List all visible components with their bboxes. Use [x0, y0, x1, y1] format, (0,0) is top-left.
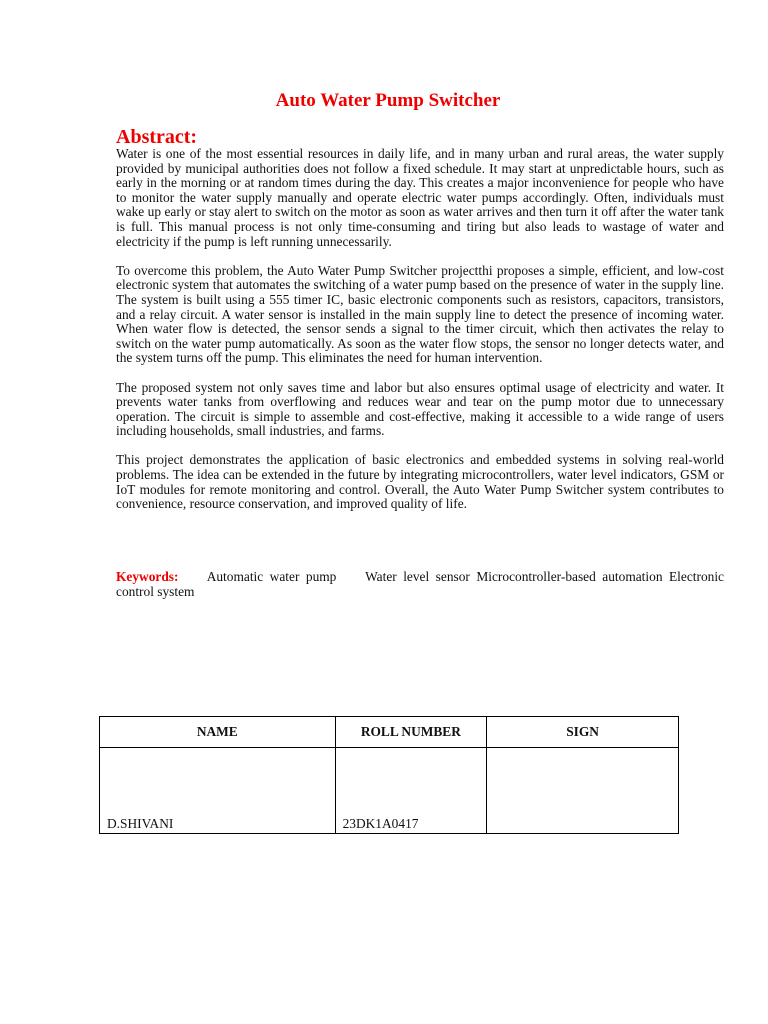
- signature-table-header-row: [100, 717, 679, 748]
- cell-sign: [487, 748, 679, 834]
- header-roll-number: ROLL NUMBER: [335, 717, 487, 748]
- abstract-paragraph-4: This project demonstrates the application of basic electronics and embedded systems in solving real-world problems. The idea can be extended in the future by integrating microcontrollers, water level indicators, GSM or IoT modules for remote monitoring and control. Overall, the Auto Water Pump Switcher system contributes to convenience, resource conservation, and improved quality of life.: [116, 452, 724, 512]
- keyword-1: Automatic water pump: [206, 569, 337, 584]
- abstract-heading: Abstract:: [116, 126, 198, 148]
- abstract-paragraph-1: Water is one of the most essential resources in daily life, and in many urban and rural areas, the water supply provided by municipal authorities does not follow a fixed schedule. It may start at unpredictable hours, such as early in the morning or at random times during the day. This creates a major inconvenience for people who have to monitor the water supply manually and operate electric water pumps accordingly. Often, individuals must wake up early or stay alert to switch on the motor as soon as water arrives and then turn it off after the water tank is full. This manual process is not only time-consuming and tiring but also leads to wastage of water and electricity if the pump is left running unnecessarily.: [116, 146, 724, 249]
- abstract-paragraph-3: The proposed system not only saves time and labor but also ensures optimal usage of electricity and water. It prevents water tanks from overflowing and reduces wear and tear on the pump motor due to unnecessary operation. The circuit is simple to assemble and cost-effective, making it accessible to a wide range of users including households, small industries, and farms.: [116, 379, 724, 439]
- table-row: [100, 748, 679, 834]
- signature-table: [99, 716, 679, 834]
- cell-name: D.SHIVANI: [100, 748, 336, 834]
- abstract-body: [116, 147, 724, 526]
- document-title: Auto Water Pump Switcher: [275, 90, 501, 111]
- keywords-line: [116, 570, 724, 599]
- abstract-paragraph-2: To overcome this problem, the Auto Water Pump Switcher projectthi proposes a simple, efficient, and low-cost electronic system that automates the switching of a water pump based on the presence of water in the supply line. The system is built using a 555 timer IC, basic electronic components such as resistors, capacitors, transistors, and a relay circuit. A water sensor is installed in the main supply line to detect the presence of incoming water. When water flow is detected, the sensor sends a signal to the timer circuit, which then activates the relay to switch on the water pump automatically. As soon as the water flow stops, the sensor no longer detects water, and the system turns off the pump. This eliminates the need for human intervention.: [116, 262, 724, 366]
- keyword-2: Water level sensor Microcontroller-based automation Electronic control system: [116, 569, 724, 599]
- header-sign: SIGN: [487, 717, 679, 748]
- header-name: NAME: [100, 717, 336, 748]
- cell-roll-number: 23DK1A0417: [335, 748, 487, 834]
- keywords-label: Keywords:: [116, 569, 179, 584]
